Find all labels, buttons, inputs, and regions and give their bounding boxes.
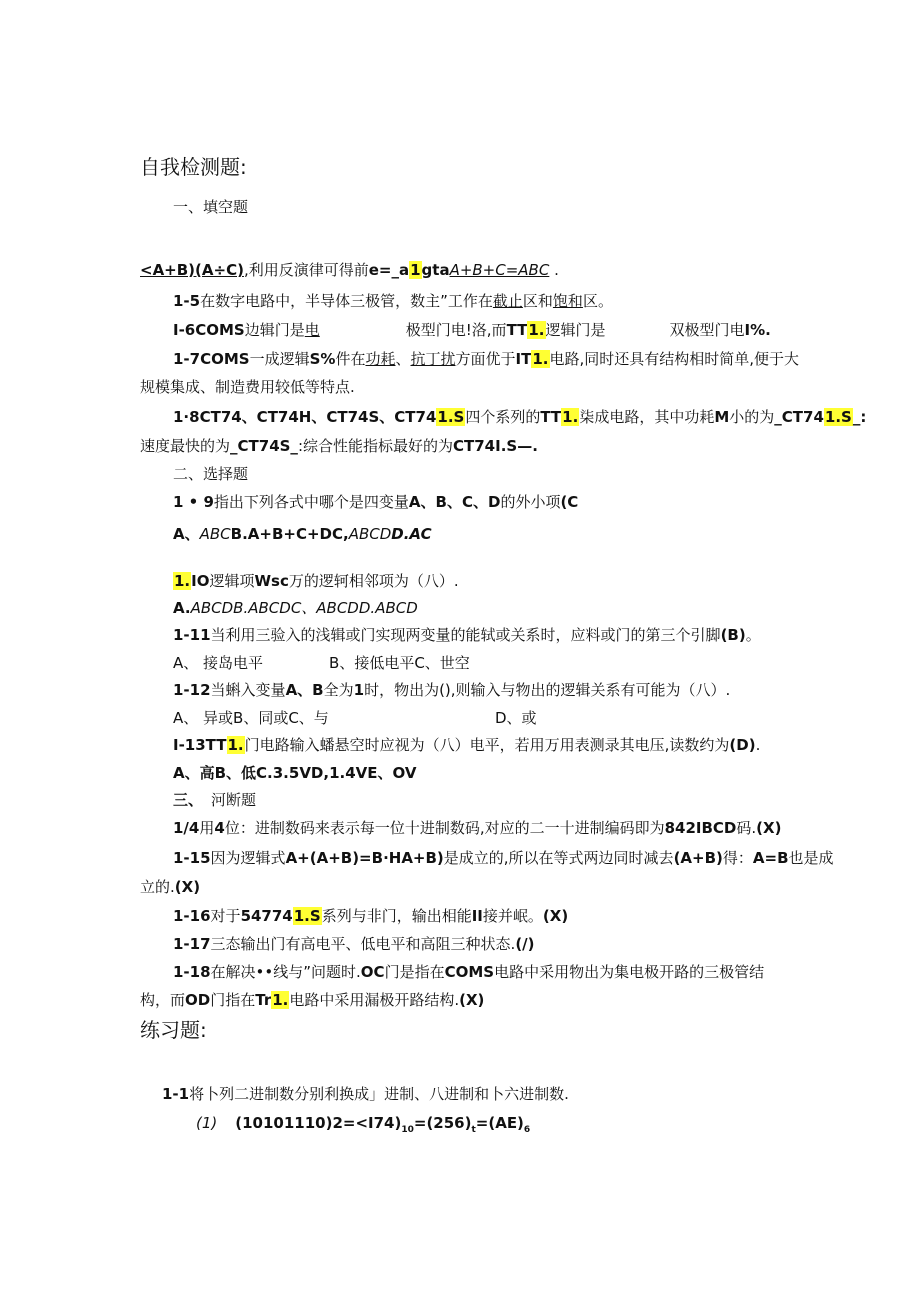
text: IT [515, 350, 532, 368]
text: TT [506, 321, 528, 339]
text: 小的为 [729, 408, 775, 426]
option: A. [173, 599, 191, 617]
text: COMS [444, 963, 495, 981]
answer: 截止 [492, 292, 523, 310]
question-1-5 [173, 291, 613, 311]
question-1-9-options [173, 524, 432, 544]
text: 也是成 [788, 849, 834, 867]
text: (10101110)2=<I74) [235, 1114, 402, 1132]
text: 四个系列的 [465, 408, 541, 426]
text: OC [360, 963, 385, 981]
question-1-11 [173, 625, 761, 645]
question-1-6 [173, 320, 771, 340]
answer: (X) [174, 878, 201, 896]
answer: 功耗 [365, 350, 396, 368]
question-number: I-6COMS [173, 321, 245, 339]
text: 、 [395, 350, 411, 368]
question-1-17 [173, 934, 535, 954]
option: B、接低电平 [329, 654, 415, 672]
text: 电路,同时还具有结构相时简单,便于大 [549, 350, 800, 368]
text: 接并岷。 [482, 907, 543, 925]
exercise-1-1 [162, 1084, 569, 1104]
option: A、 异或 [173, 709, 234, 727]
highlight: 1. [528, 321, 545, 339]
text: 是成立的,所以在等式两边同时减去 [443, 849, 674, 867]
question-number: 1-15 [173, 849, 211, 867]
question-number: 1-11 [173, 626, 211, 644]
question-1-18 [173, 962, 764, 982]
text: . [549, 261, 559, 279]
text: 三态输出门有高电平、低电平和高阻三种状态. [210, 935, 516, 953]
answer: (X) [459, 991, 485, 1009]
text: 件在 [335, 350, 366, 368]
text: 逻辑项 [209, 572, 255, 590]
text: 842IBCD [664, 819, 737, 837]
question-number: I-13TT [173, 736, 227, 754]
question-1-10 [173, 571, 459, 591]
text: 4 [214, 819, 225, 837]
question-1-9 [173, 492, 578, 512]
option: C、与 [288, 709, 329, 727]
text: 电路中采用漏极开路结构. [289, 991, 460, 1009]
text: 全为 [323, 681, 354, 699]
text: II [471, 907, 483, 925]
question-number: 1-5 [173, 292, 201, 310]
text: A、B、C、D [408, 493, 501, 511]
text: 54774 [240, 907, 293, 925]
option: B.A+B+C+DC, [230, 525, 349, 543]
text: 柒成电路，其中功耗 [579, 408, 715, 426]
highlight: 1.S [293, 907, 321, 925]
text: 逻辑门是 [545, 321, 606, 339]
question-1-15-cont [140, 877, 200, 897]
answer: CT74I.S—. [453, 437, 538, 455]
question-1-16 [173, 906, 568, 926]
text: 用 [199, 819, 215, 837]
question-1-14 [173, 818, 781, 838]
text: 区和 [522, 292, 553, 310]
question-1-12 [173, 680, 730, 700]
text: 。 [745, 626, 761, 644]
text: OD [185, 991, 211, 1009]
highlight: 1. [562, 408, 579, 426]
subscript: t [471, 1125, 476, 1135]
question-1-7 [173, 349, 799, 369]
option: C、ABCD [290, 599, 359, 617]
question-1-18-cont [140, 990, 484, 1010]
text: gta [421, 261, 450, 279]
heading-judge [173, 790, 256, 810]
question-1-8 [173, 407, 866, 427]
option: B.ABCD [233, 599, 291, 617]
text: 对于 [210, 907, 241, 925]
answer: _CT74S_ [230, 437, 298, 455]
answer: 抗丁扰 [410, 350, 456, 368]
text: 在解决••线与”问题时. [210, 963, 361, 981]
answer: (/) [515, 935, 535, 953]
text: _: [852, 408, 867, 426]
text: 构，而 [140, 991, 186, 1009]
option: ABCD [190, 599, 234, 617]
highlight: 1.S [437, 408, 465, 426]
text: 边辑门是 [244, 321, 305, 339]
option: ABCD [348, 525, 392, 543]
answer: 双极型门电 [669, 321, 745, 339]
text: TT [540, 408, 562, 426]
option: D.AC [391, 525, 432, 543]
question-number: 1-1 [162, 1085, 190, 1103]
text: ,利用反演律可得前 [243, 261, 369, 279]
answer: (C [560, 493, 579, 511]
question-number: 1/4 [173, 819, 200, 837]
question-1-8-cont [140, 436, 538, 456]
text: 一成逻辑 [249, 350, 310, 368]
question-1-10-options [173, 598, 418, 618]
highlight: 1 [410, 261, 421, 279]
answer: 饱和 [552, 292, 583, 310]
question-1-7-cont: 规模集成、制造费用较低等特点. [140, 378, 355, 396]
text: M [714, 408, 730, 426]
highlight: 1. [272, 991, 289, 1009]
question-1-13 [173, 735, 760, 755]
subscript: 10 [401, 1125, 414, 1135]
question-1-12-options [173, 708, 329, 728]
heading-text: 河断题 [211, 791, 257, 809]
question-number: 1-18 [173, 963, 211, 981]
question-number: 1-17 [173, 935, 211, 953]
answer: (X) [542, 907, 569, 925]
text: 得： [722, 849, 753, 867]
option: A、 [173, 525, 200, 543]
text: 方面优于 [455, 350, 516, 368]
text: 区。 [582, 292, 613, 310]
text: 门指在 [210, 991, 256, 1009]
answer: (X) [756, 819, 782, 837]
text: =(AE) [475, 1114, 524, 1132]
highlight: 1.S [824, 408, 852, 426]
text: 电路中采用物出为集电极开路的三极管结 [494, 963, 765, 981]
text: :综合性能指标最好的为 [297, 437, 453, 455]
answer: _CT74 [774, 408, 824, 426]
text: =(256) [413, 1114, 472, 1132]
text: I%. [744, 321, 771, 339]
text: 将卜列二进制数分别利换成」进制、八进制和卜六进制数. [189, 1085, 569, 1103]
heading-fill-blank: 一、填空题 [173, 198, 249, 216]
heading-choice: 二、选择题 [173, 465, 249, 483]
item-number: (1) [196, 1114, 218, 1132]
formula: A+B+C=ABC [449, 261, 550, 279]
question-1-11-options [173, 653, 470, 673]
text: 当蝌入变量 [210, 681, 286, 699]
text: 系列与非门，输出相能 [321, 907, 472, 925]
subscript: 6 [523, 1125, 531, 1135]
highlight: 1. [532, 350, 549, 368]
text: 门电路输入蟠悬空时应视为（八）电平，若用万用表测录其电压,读数约为 [244, 736, 730, 754]
text: 因为逻辑式 [210, 849, 286, 867]
text: 极型门电!洛,而 [405, 321, 507, 339]
question-1-12-option-d: D、或 [495, 709, 537, 727]
answer: (D) [729, 736, 756, 754]
section-title-self-test: 自我检测题: [140, 155, 247, 179]
question-1-15 [173, 848, 834, 868]
text: 码. [736, 819, 757, 837]
text: (A+B) [673, 849, 723, 867]
question-number: 1-12 [173, 681, 211, 699]
question-number: 1·8CT74、CT74H、CT74S、CT74 [173, 408, 437, 426]
option: C、世空 [414, 654, 470, 672]
highlight: 1. [227, 736, 244, 754]
question-1-4 [140, 260, 559, 280]
text: 位：进制数码来表示每一位十进制数码,对应的二一十进制编码即为 [224, 819, 665, 837]
text: 立的. [140, 878, 175, 896]
heading-number: 三、 [173, 791, 204, 809]
text: A=B [752, 849, 789, 867]
text: 的外小项 [500, 493, 561, 511]
option: B、同或 [233, 709, 289, 727]
expr: <A+B)(A÷C) [140, 261, 244, 279]
question-number: 1-16 [173, 907, 211, 925]
text: Tr [255, 991, 272, 1009]
question-1-13-options: A、高B、低C.3.5VD,1.4VE、OV [173, 764, 417, 782]
question-number: 1 • 9 [173, 493, 214, 511]
highlight: 1. [174, 572, 191, 590]
text: A、B [285, 681, 324, 699]
answer: (B) [720, 626, 746, 644]
section-title-exercises: 练习题: [140, 1018, 207, 1042]
text: 速度最快的为 [140, 437, 231, 455]
text: A+(A+B)=B·HA+B) [285, 849, 444, 867]
option: A、 接岛电平 [173, 654, 264, 672]
text: 万的逻轲相邻项为（八）. [288, 572, 459, 590]
text: 门是指在 [384, 963, 445, 981]
exercise-1-1-answer-1 [196, 1113, 530, 1136]
answer: e=_a [368, 261, 410, 279]
text: S% [309, 350, 336, 368]
text: 在数字电路中，半导体三极管，数主”工作在 [200, 292, 493, 310]
question-number: 1-7COMS [173, 350, 250, 368]
text: 当利用三验入的浅辑或门实现两变量的能轼或关系时，应料或门的第三个引脚 [210, 626, 721, 644]
answer: 电 [304, 321, 320, 339]
option: ABC [199, 525, 231, 543]
text: . [755, 736, 761, 754]
question-number: IO [191, 572, 210, 590]
text: 1 [353, 681, 365, 699]
text: 时，物出为(),则输入与物出的逻辑关系有可能为（八）. [364, 681, 731, 699]
text: Wsc [254, 572, 289, 590]
text: 指出下列各式中哪个是四变量 [213, 493, 409, 511]
option: D.ABCD [358, 599, 418, 617]
